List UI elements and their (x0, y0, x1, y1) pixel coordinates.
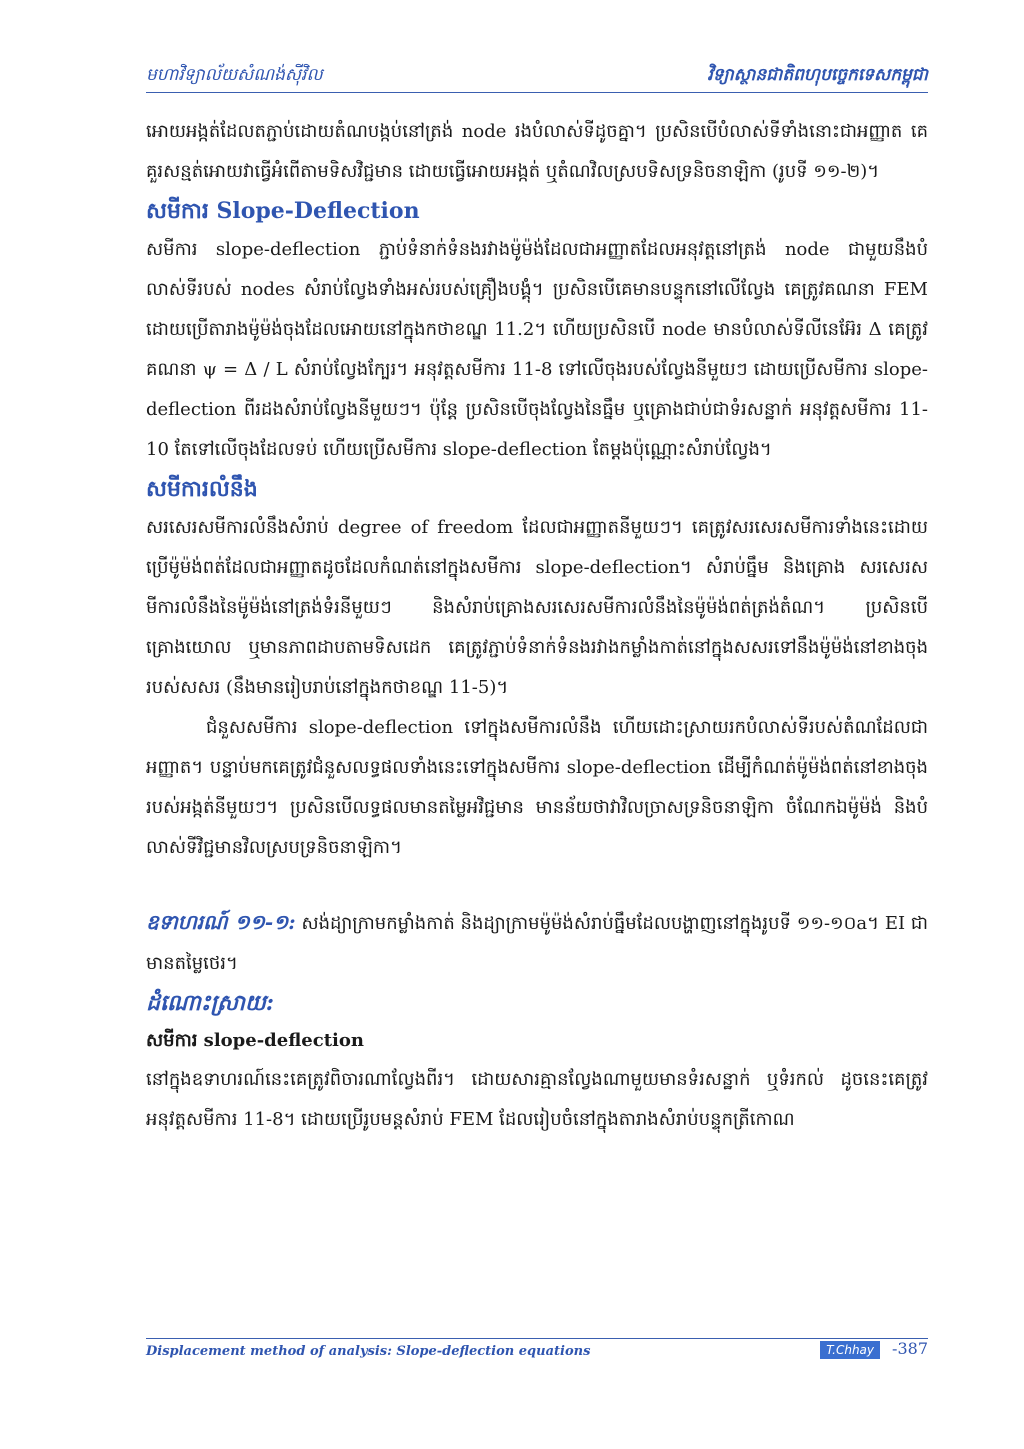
heading-slope-deflection-sub: សមីការ slope-deflection (146, 1030, 364, 1051)
section-spacer (146, 868, 928, 902)
paragraph-equilibrium: សរសេរសមីការលំនឹងសំរាប់ degree of freedom ដែលជាអញ្ញាតនីមួយៗ។ គេត្រូវសរសេរសមីការទាំងនេះដោយប្រើម៉ូម៉ង់ពត់ដែលជាអញ្ញាតដូចដែលកំណត់នៅក្នុងសមីការ slope-deflection។ សំរាប់ធ្នឹម និងគ្រោង សរសេរសមីការលំនឹងនៃម៉ូម៉ង់នៅត្រង់ទំរនីមួយៗ និងសំរាប់គ្រោងសរសេរសមីការលំនឹងនៃម៉ូម៉ង់ពត់ត្រង់តំណ។ ប្រសិនបើគ្រោងយោល ឬមានភាពដាបតាមទិសដេក គេត្រូវភ្ជាប់ទំនាក់ទំនងរវាងកម្លាំងកាត់នៅក្នុងសសរទៅនឹងម៉ូម៉ង់នៅខាងចុងរបស់សសរ (នឹងមានរៀបរាប់នៅក្នុងកថាខណ្ឌ 11-5)។ (146, 517, 928, 698)
example-statement (146, 902, 928, 984)
page-number: -387 (892, 1339, 928, 1358)
page-header (146, 58, 928, 93)
paragraph-slope-deflection: សមីការ slope-deflection ភ្ជាប់ទំនាក់ទំនងរវាងម៉ូម៉ង់ដែលជាអញ្ញាតដែលអនុវត្តនៅត្រង់ node ជាមួយនឹងបំលាស់ទីរបស់ nodes សំរាប់ល្វែងទាំងអស់របស់គ្រឿងបង្គុំ។ ប្រសិនបើគេមានបន្ទុកនៅលើល្វែង គេត្រូវគណនា FEM ដោយប្រើតារាងម៉ូម៉ង់ចុងដែលអោយនៅក្នុងកថាខណ្ឌ 11.2។ ហើយប្រសិនបើ node មានបំលាស់ទីលីនេអ៊ែរ Δ គេត្រូវគណនា ψ = Δ / L សំរាប់ល្វែងក្បែរ។ អនុវត្តសមីការ 11-8 ទៅលើចុងរបស់ល្វែងនីមួយៗ ដោយប្រើសមីការ slope-deflection ពីរដងសំរាប់ល្វែងនីមួយៗ។ ប៉ុន្តែ ប្រសិនបើចុងល្វែងនៃធ្នឹម ឬគ្រោងជាប់ជាទំរសន្ឋាក់ អនុវត្តសមីការ 11-10 តែទៅលើចុងដែលទប់ ហើយប្រើសមីការ slope-deflection តែម្តងប៉ុណ្ណោះសំរាប់ល្វែង។ (146, 239, 928, 460)
footer-author-badge: T.Chhay (820, 1341, 880, 1359)
paragraph-substitution: ជំនួសសមីការ slope-deflection ទៅក្នុងសមីការលំនឹង ហើយដោះស្រាយរកបំលាស់ទីរបស់តំណដែលជាអញ្ញាត។ បន្ទាប់មកគេត្រូវជំនួសលទ្ធផលទាំងនេះទៅក្នុងសមីការ slope-deflection ដើម្បីកំណត់ម៉ូម៉ង់ពត់នៅខាងចុងរបស់អង្កត់នីមួយៗ។ ប្រសិនបើលទ្ធផលមានតម្លៃអវិជ្ជមាន មានន័យថាវាវិលច្រាសទ្រនិចនាឡិកា ចំណែកឯម៉ូម៉ង់ និងបំលាស់ទីវិជ្ជមានវិលស្របទ្រនិចនាឡិកា។ (146, 717, 928, 858)
heading-slope-deflection: សមីការ Slope-Deflection (146, 198, 420, 224)
example-text: សង់ដ្យាក្រាមកម្លាំងកាត់ និងដ្យាក្រាមម៉ូម៉ង់សំរាប់ធ្នឹមដែលបង្ហាញនៅក្នុងរូបទី ១១-១០a។ EI ជាមានតម្លៃថេរ។ (146, 913, 929, 974)
header-institute: វិទ្យាស្ថានជាតិពហុបច្ចេកទេសកម្ពុជា (707, 65, 928, 85)
header-faculty: មហាវិទ្យាល័យសំណង់ស៊ីវិល (146, 65, 323, 85)
paragraph-solution: នៅក្នុងឧទាហរណ៍នេះគេត្រូវពិចារណាល្វែងពីរ។ ដោយសារគ្មានល្វែងណាមួយមានទំរសន្ឋាក់ ឬទំរកល់ ដូចនេះគេត្រូវអនុវត្តសមីការ 11-8។ ដោយប្រើរូបមន្តសំរាប់ FEM ដែលរៀបចំនៅក្នុងតារាងសំរាប់បន្ទុកត្រីកោណ (146, 1069, 928, 1130)
heading-solution: ដំណោះស្រាយ: (146, 990, 275, 1016)
paragraph-intro: អោយអង្កត់ដែលតភ្ជាប់ដោយតំណបង្កប់នៅត្រង់ node រងបំលាស់ទីដូចគ្នា។ ប្រសិនបើបំលាស់ទីទាំងនោះជាអញ្ញាត គេគួរសន្មត់អោយវាធ្វើអំពើតាមទិសវិជ្ជមាន ដោយធ្វើអោយអង្កត់ ឬតំណវិលស្របទិសទ្រនិចនាឡិកា (រូបទី ១១-២)។ (146, 121, 928, 182)
example-label: ឧទាហរណ៍ ១១-១: (146, 910, 296, 934)
footer-chapter-title: Displacement method of analysis: Slope-deflection equations (146, 1344, 591, 1359)
heading-equilibrium: សមីការលំនឹង (146, 476, 258, 502)
page-content (146, 112, 928, 1140)
page-footer (146, 1338, 928, 1367)
